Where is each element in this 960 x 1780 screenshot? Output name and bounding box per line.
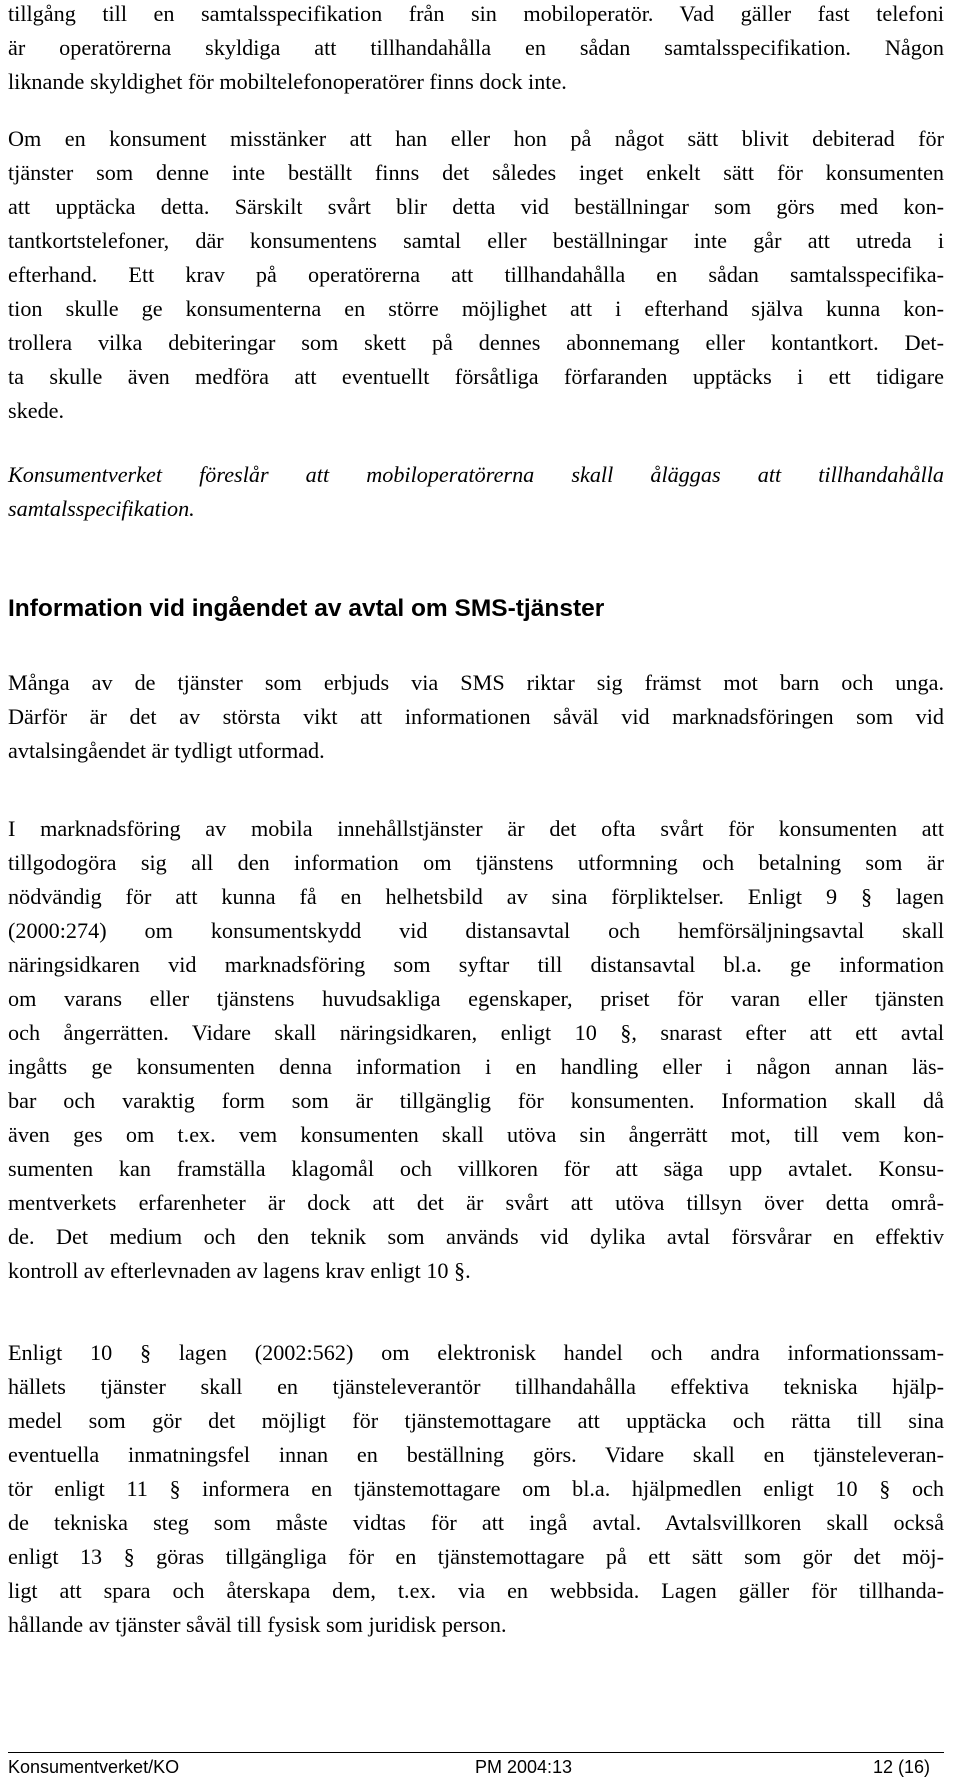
text-line: Därför är det av största vikt att informationen såväl vid marknadsföringen som vid xyxy=(8,704,944,729)
text-line: ta skulle även medföra att eventuellt försåtliga förfaranden upptäcks i ett tidigare xyxy=(8,364,944,389)
section-heading: Information vid ingåendet av avtal om SMS-tjänster xyxy=(8,595,605,622)
paragraph-intro-continuation xyxy=(8,0,944,99)
text-line: näringsidkaren vid marknadsföring som syftar till distansavtal bl.a. ge information xyxy=(8,952,944,977)
text-line: hällets tjänster skall en tjänsteleverantör tillhandahålla effektiva tekniska hjälp- xyxy=(8,1374,944,1399)
text-line: trollera vilka debiteringar som skett på dennes abonnemang eller kontantkort. Det- xyxy=(8,330,944,355)
text-line: skede. xyxy=(8,398,65,423)
footer-publisher: Konsumentverket/KO xyxy=(8,1757,180,1777)
paragraph-sms-intro xyxy=(8,666,944,768)
text-line: och ångerrätten. Vidare skall näringsidkaren, enligt 10 §, snarast efter att ett avtal xyxy=(8,1020,944,1045)
footer-page-number: 12 (16) xyxy=(872,1757,930,1777)
paragraph-marketing xyxy=(8,812,944,1288)
text-line: samtalsspecifikation. xyxy=(8,496,195,521)
text-line: om varans eller tjänstens huvudsakliga egenskaper, priset för varan eller tjänsten xyxy=(8,986,944,1011)
text-line: enligt 13 § göras tillgängliga för en tjänstemottagare på ett sätt som gör det möj- xyxy=(8,1544,944,1569)
text-line: liknande skyldighet för mobiltelefonoperatörer finns dock inte. xyxy=(8,69,567,94)
footer-document-id: PM 2004:13 xyxy=(475,1757,573,1777)
footer-divider xyxy=(8,1752,944,1753)
text-line: nödvändig för att kunna få en helhetsbild av sina förpliktelser. Enligt 9 § lagen xyxy=(8,884,944,909)
text-line: mentverkets erfarenheter är dock att det är svårt att utöva tillsyn över detta områ- xyxy=(8,1190,944,1215)
text-line: I marknadsföring av mobila innehållstjänster är det ofta svårt för konsumenten att xyxy=(8,816,944,841)
paragraph-proposal xyxy=(8,458,944,526)
paragraph-e-commerce xyxy=(8,1336,944,1642)
text-line: tillgodogöra sig all den information om tjänstens utformning och betalning som är xyxy=(8,850,944,875)
text-line: ligt att spara och återskapa dem, t.ex. via en webbsida. Lagen gäller för tillhanda- xyxy=(8,1578,944,1603)
text-line: (2000:274) om konsumentskydd vid distansavtal och hemförsäljningsavtal skall xyxy=(8,918,944,943)
page-footer xyxy=(8,1755,944,1779)
text-line: är operatörerna skyldiga att tillhandahålla en sådan samtalsspecifikation. Någon xyxy=(8,35,944,60)
text-line: tillgång till en samtalsspecifikation från sin mobiloperatör. Vad gäller fast telefoni xyxy=(8,1,944,26)
text-line: ingåtts ge konsumenten denna information i en handling eller i någon annan läs- xyxy=(8,1054,944,1079)
text-line: Om en konsument misstänker att han eller hon på något sätt blivit debiterad för xyxy=(8,126,944,151)
text-line: hållande av tjänster såväl till fysisk som juridisk person. xyxy=(8,1612,507,1637)
text-line: eventuella inmatningsfel innan en beställning görs. Vidare skall en tjänsteleveran- xyxy=(8,1442,944,1467)
text-line: kontroll av efterlevnaden av lagens krav enligt 10 §. xyxy=(8,1258,471,1283)
text-line: Många av de tjänster som erbjuds via SMS riktar sig främst mot barn och unga. xyxy=(8,670,944,695)
paragraph-consumer-suspicion xyxy=(8,122,944,428)
text-line: de tekniska steg som måste vidtas för att ingå avtal. Avtalsvillkoren skall också xyxy=(8,1510,944,1535)
text-line: tion skulle ge konsumenterna en större möjlighet att i efterhand själva kunna kon- xyxy=(8,296,944,321)
text-line: tör enligt 11 § informera en tjänstemottagare om bl.a. hjälpmedlen enligt 10 § och xyxy=(8,1476,944,1501)
text-line: avtalsingåendet är tydligt utformad. xyxy=(8,738,325,763)
text-line: tjänster som denne inte beställt finns det således inget enkelt sätt för konsumenten xyxy=(8,160,944,185)
text-line: tantkortstelefoner, där konsumentens samtal eller beställningar inte går att utreda i xyxy=(8,228,944,253)
text-line: efterhand. Ett krav på operatörerna att tillhandahålla en sådan samtalsspecifika- xyxy=(8,262,944,287)
text-line: de. Det medium och den teknik som används vid dylika avtal försvårar en effektiv xyxy=(8,1224,944,1249)
text-line: bar och varaktig form som är tillgänglig för konsumenten. Information skall då xyxy=(8,1088,944,1113)
text-line: medel som gör det möjligt för tjänstemottagare att upptäcka och rätta till sina xyxy=(8,1408,944,1433)
text-line: Enligt 10 § lagen (2002:562) om elektronisk handel och andra informationssam- xyxy=(8,1340,944,1365)
text-line: sumenten kan framställa klagomål och villkoren för att säga upp avtalet. Konsu- xyxy=(8,1156,944,1181)
text-line: Konsumentverket föreslår att mobiloperatörerna skall åläggas att tillhandahålla xyxy=(8,462,944,487)
text-line: även ges om t.ex. vem konsumenten skall utöva sin ångerrätt mot, till vem kon- xyxy=(8,1122,944,1147)
text-line: att upptäcka detta. Särskilt svårt blir detta vid beställningar som görs med kon- xyxy=(8,194,944,219)
